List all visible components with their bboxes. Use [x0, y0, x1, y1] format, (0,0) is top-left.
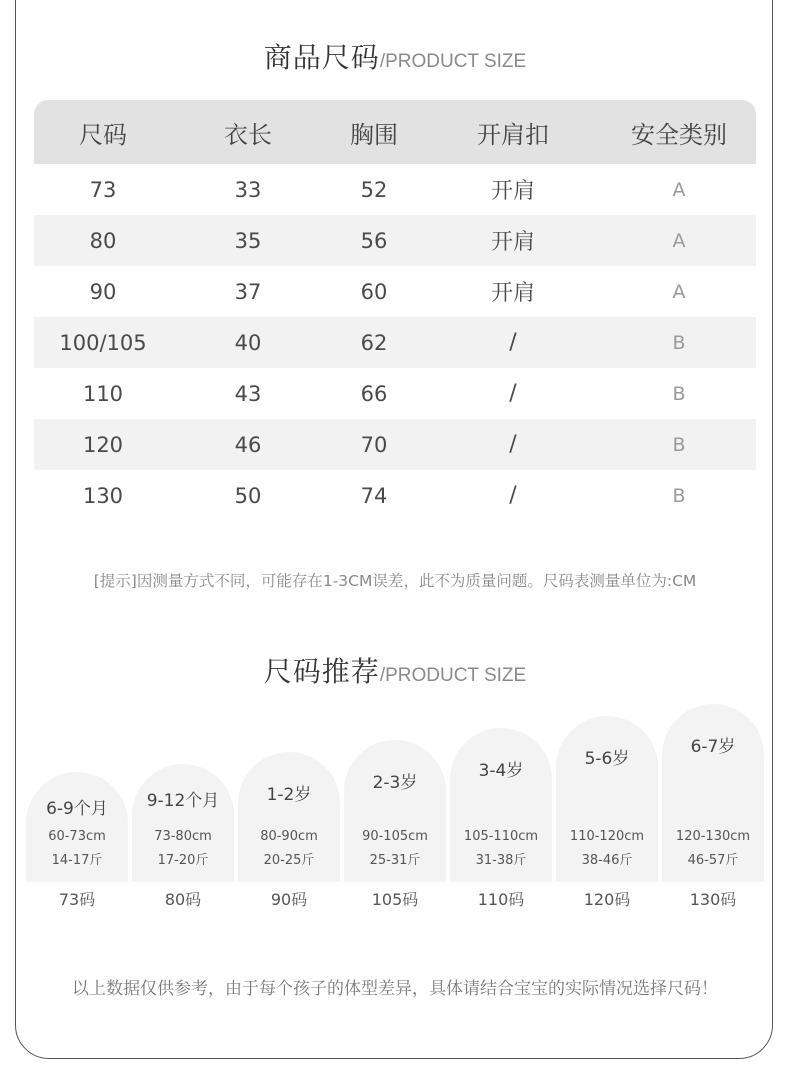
cell-shoulder-button: /: [509, 381, 517, 406]
recommend-weight: 31-38斤: [475, 853, 527, 868]
cell-chest: 66: [360, 381, 388, 406]
recommend-weight: 38-46斤: [581, 853, 633, 868]
header-chest: 胸围: [350, 120, 398, 149]
recommend-height: 73-80cm: [154, 829, 212, 844]
cell-safety-class: B: [672, 331, 686, 354]
cell-size: 80: [89, 228, 117, 253]
measurement-note: [提示]因测量方式不同，可能存在1-3CM误差，此不为质量问题。尺码表测量单位为:CM: [93, 572, 697, 590]
recommend-title-en: /PRODUCT SIZE: [379, 665, 527, 686]
cell-chest: 70: [360, 432, 388, 457]
cell-chest: 62: [360, 330, 388, 355]
recommend-age: 5-6岁: [584, 749, 630, 769]
recommend-size: 90码: [270, 890, 308, 909]
footer-disclaimer: 以上数据仅供参考，由于每个孩子的体型差异，具体请结合宝宝的实际情况选择尺码！: [72, 979, 718, 999]
table-row: [34, 419, 756, 470]
cell-length: 33: [234, 177, 262, 202]
cell-length: 40: [234, 330, 262, 355]
recommend-card: [238, 752, 340, 882]
cell-length: 46: [234, 432, 262, 457]
header-shoulder-button: 开肩扣: [477, 120, 549, 149]
size-table: [34, 100, 756, 521]
cell-safety-class: B: [672, 433, 686, 456]
table-row: [34, 470, 756, 521]
recommend-card: [132, 764, 234, 882]
table-row: [34, 266, 756, 317]
recommend-size: 105码: [371, 890, 419, 909]
table-row: [34, 317, 756, 368]
cell-size: 100/105: [59, 330, 147, 355]
recommend-height: 110-120cm: [569, 829, 645, 844]
recommend-age: 9-12个月: [146, 791, 220, 811]
cell-safety-class: A: [672, 178, 686, 201]
cell-shoulder-button: 开肩: [490, 179, 535, 204]
cell-chest: 74: [360, 483, 388, 508]
cell-size: 73: [89, 177, 117, 202]
recommend-card: [26, 772, 128, 882]
cell-length: 37: [234, 279, 262, 304]
recommend-age: 1-2岁: [266, 785, 312, 805]
cell-shoulder-button: 开肩: [490, 230, 535, 255]
recommend-size: 80码: [164, 890, 202, 909]
recommend-age: 6-9个月: [46, 799, 108, 819]
cell-length: 35: [234, 228, 262, 253]
cell-length: 50: [234, 483, 262, 508]
recommend-title-zh: 尺码推荐: [263, 655, 380, 688]
cell-safety-class: B: [672, 484, 686, 507]
recommend-size: 73码: [58, 890, 96, 909]
recommend-height: 105-110cm: [463, 829, 539, 844]
recommend-height: 120-130cm: [675, 829, 751, 844]
cell-length: 43: [234, 381, 262, 406]
header-size: 尺码: [79, 120, 127, 149]
cell-shoulder-button: /: [509, 432, 517, 457]
table-row: [34, 368, 756, 419]
recommend-card: [556, 716, 658, 882]
size-table-header: [34, 100, 756, 164]
table-row: [34, 215, 756, 266]
recommend-weight: 20-25斤: [263, 853, 315, 868]
size-recommendation-chart: [26, 700, 764, 910]
size-table-title-zh: 商品尺码: [263, 41, 380, 74]
recommend-weight: 46-57斤: [687, 853, 739, 868]
header-safety-class: 安全类别: [631, 120, 727, 149]
table-row: [34, 164, 756, 215]
cell-chest: 56: [360, 228, 388, 253]
cell-safety-class: A: [672, 280, 686, 303]
recommend-age: 2-3岁: [372, 773, 418, 793]
cell-shoulder-button: 开肩: [490, 281, 535, 306]
cell-size: 90: [89, 279, 117, 304]
recommend-weight: 14-17斤: [51, 853, 103, 868]
recommend-age: 3-4岁: [478, 761, 524, 781]
cell-size: 130: [82, 483, 124, 508]
cell-chest: 52: [360, 177, 388, 202]
recommend-height: 60-73cm: [48, 829, 106, 844]
recommend-size: 120码: [583, 890, 631, 909]
cell-chest: 60: [360, 279, 388, 304]
recommend-height: 80-90cm: [260, 829, 318, 844]
header-length: 衣长: [224, 120, 272, 149]
cell-safety-class: A: [672, 229, 686, 252]
size-table-title-en: /PRODUCT SIZE: [379, 51, 527, 72]
cell-shoulder-button: /: [509, 483, 517, 508]
cell-size: 120: [82, 432, 124, 457]
recommend-size: 130码: [689, 890, 737, 909]
recommend-card: [344, 740, 446, 882]
recommend-weight: 25-31斤: [369, 853, 421, 868]
cell-safety-class: B: [672, 382, 686, 405]
recommend-title: [0, 650, 790, 690]
size-table-title: [0, 36, 790, 76]
cell-size: 110: [82, 381, 124, 406]
cell-shoulder-button: /: [509, 330, 517, 355]
recommend-height: 90-105cm: [362, 829, 428, 844]
recommend-card: [662, 704, 764, 882]
recommend-card: [450, 728, 552, 882]
recommend-size: 110码: [477, 890, 525, 909]
recommend-weight: 17-20斤: [157, 853, 209, 868]
recommend-age: 6-7岁: [690, 737, 736, 757]
